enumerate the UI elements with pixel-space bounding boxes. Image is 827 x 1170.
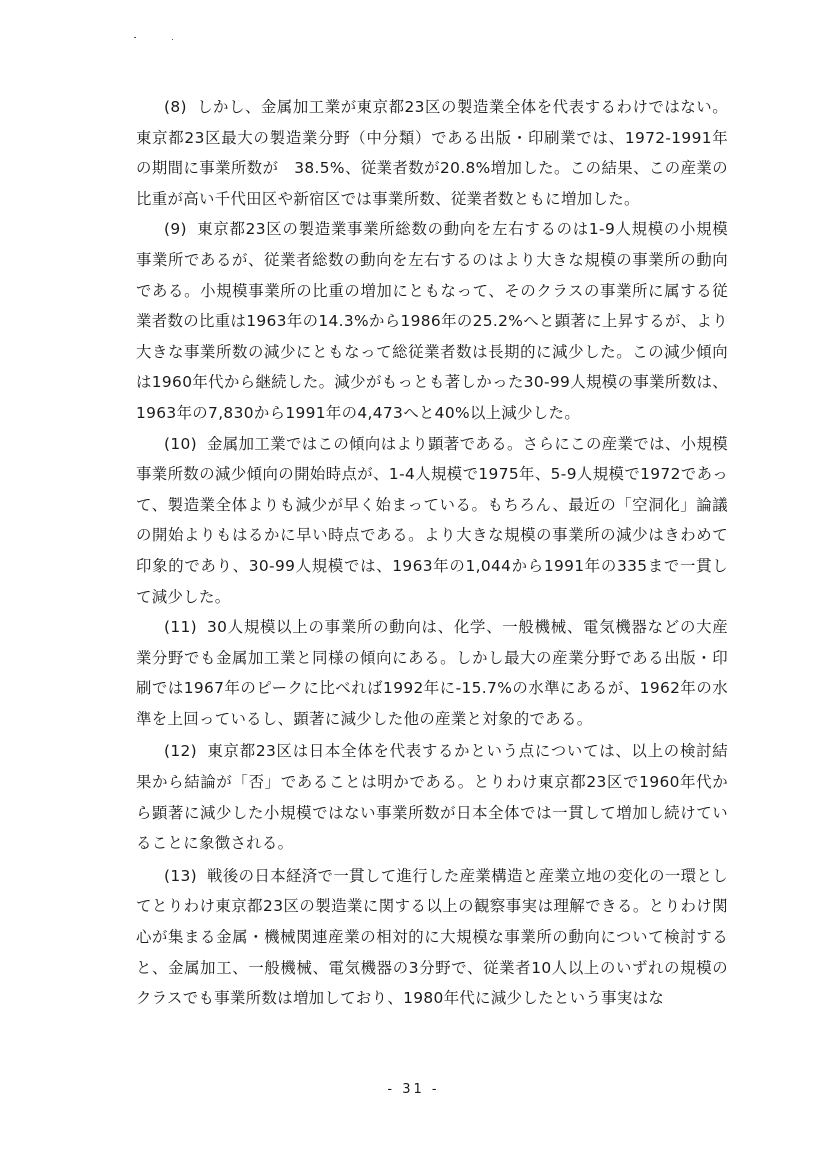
- paragraph-number: (12): [164, 742, 197, 761]
- page-number: - 31 -: [387, 1082, 440, 1097]
- paragraph-text: 30人規模以上の事業所の動向は、化学、一般機械、電気機器などの大産業分野でも金属加工業と同様の傾向にある。しかし最大の産業分野である出版・印刷では1967年のピークに比べれば1992年に-15.7%の水準にあるが、1962年の水準を上回っているし、顕著に減少した他の産業と対象的である。: [136, 618, 728, 728]
- paragraph-text: しかし、金属加工業が東京都23区の製造業全体を代表するわけではない。東京都23区最大の製造業分野（中分類）である出版・印刷業では、1972-1991年の期間に事業所数が 38.5%、従業者数が20.8%増加した。この結果、この産業の比重が高い千代田区や新宿区では事業所数、従業者数ともに増加した。: [136, 98, 728, 208]
- paragraph-11: [136, 612, 728, 734]
- paragraph-9: [136, 214, 728, 428]
- paragraph-text: 東京都23区の製造業事業所総数の動向を左右するのは1-9人規模の小規模事業所であるが、従業者総数の動向を左右するのはより大きな規模の事業所の動向である。小規模事業所の比重の増加にともなって、そのクラスの事業所に属する従業者数の比重は1963年の14.3%から1986年の25.2%へと顕著に上昇するが、より大きな事業所数の減少にともなって総従業者数は長期的に減少した。この減少傾向は1960年代から継続した。減少がもっとも著しかった30-99人規模の事業所数は、1963年の7,830から1991年の4,473へと40%以上減少した。: [136, 220, 728, 422]
- body-text: [136, 92, 728, 1014]
- paragraph-number: (9): [164, 220, 187, 239]
- paragraph-text: 東京都23区は日本全体を代表するかという点については、以上の検討結果から結論が「否」であることは明かである。とりわけ東京都23区で1960年代から顕著に減少した小規模ではない事業所数が日本全体では一貫して増加し続けていることに象徴される。: [136, 742, 728, 853]
- paragraph-number: (8): [164, 98, 187, 116]
- paragraph-number: (11): [164, 618, 197, 637]
- paragraph-number: (13): [164, 866, 197, 885]
- paragraph-10: [136, 429, 728, 613]
- paragraph-text: 戦後の日本経済で一貫して進行した産業構造と産業立地の変化の一環としてとりわけ東京都23区の製造業に関する以上の観察事実は理解できる。とりわけ関心が集まる金属・機械関連産業の相対的に大規模な事業所の動向について検討すると、金属加工、一般機械、電気機器の3分野で、従業者10人以上のいずれの規模のクラスでも事業所数は増加しており、1980年代に減少したという事実はな: [136, 866, 728, 1008]
- paragraph-8: [136, 92, 728, 214]
- paragraph-number: (10): [164, 434, 197, 453]
- scan-speck: [134, 37, 136, 38]
- scan-speck: [172, 39, 173, 40]
- paragraph-text: 金属加工業ではこの傾向はより顕著である。さらにこの産業では、小規模事業所数の減少傾向の開始時点が、1-4人規模で1975年、5-9人規模で1972であって、製造業全体よりも減少が早く始まっている。もちろん、最近の「空洞化」論議の開始よりもはるかに早い時点である。より大きな規模の事業所の減少はきわめて印象的であり、30-99人規模では、1963年の1,044から1991年の335まで一貫して減少した。: [136, 434, 728, 606]
- paragraph-12: [136, 736, 728, 858]
- paragraph-13: [136, 861, 728, 1014]
